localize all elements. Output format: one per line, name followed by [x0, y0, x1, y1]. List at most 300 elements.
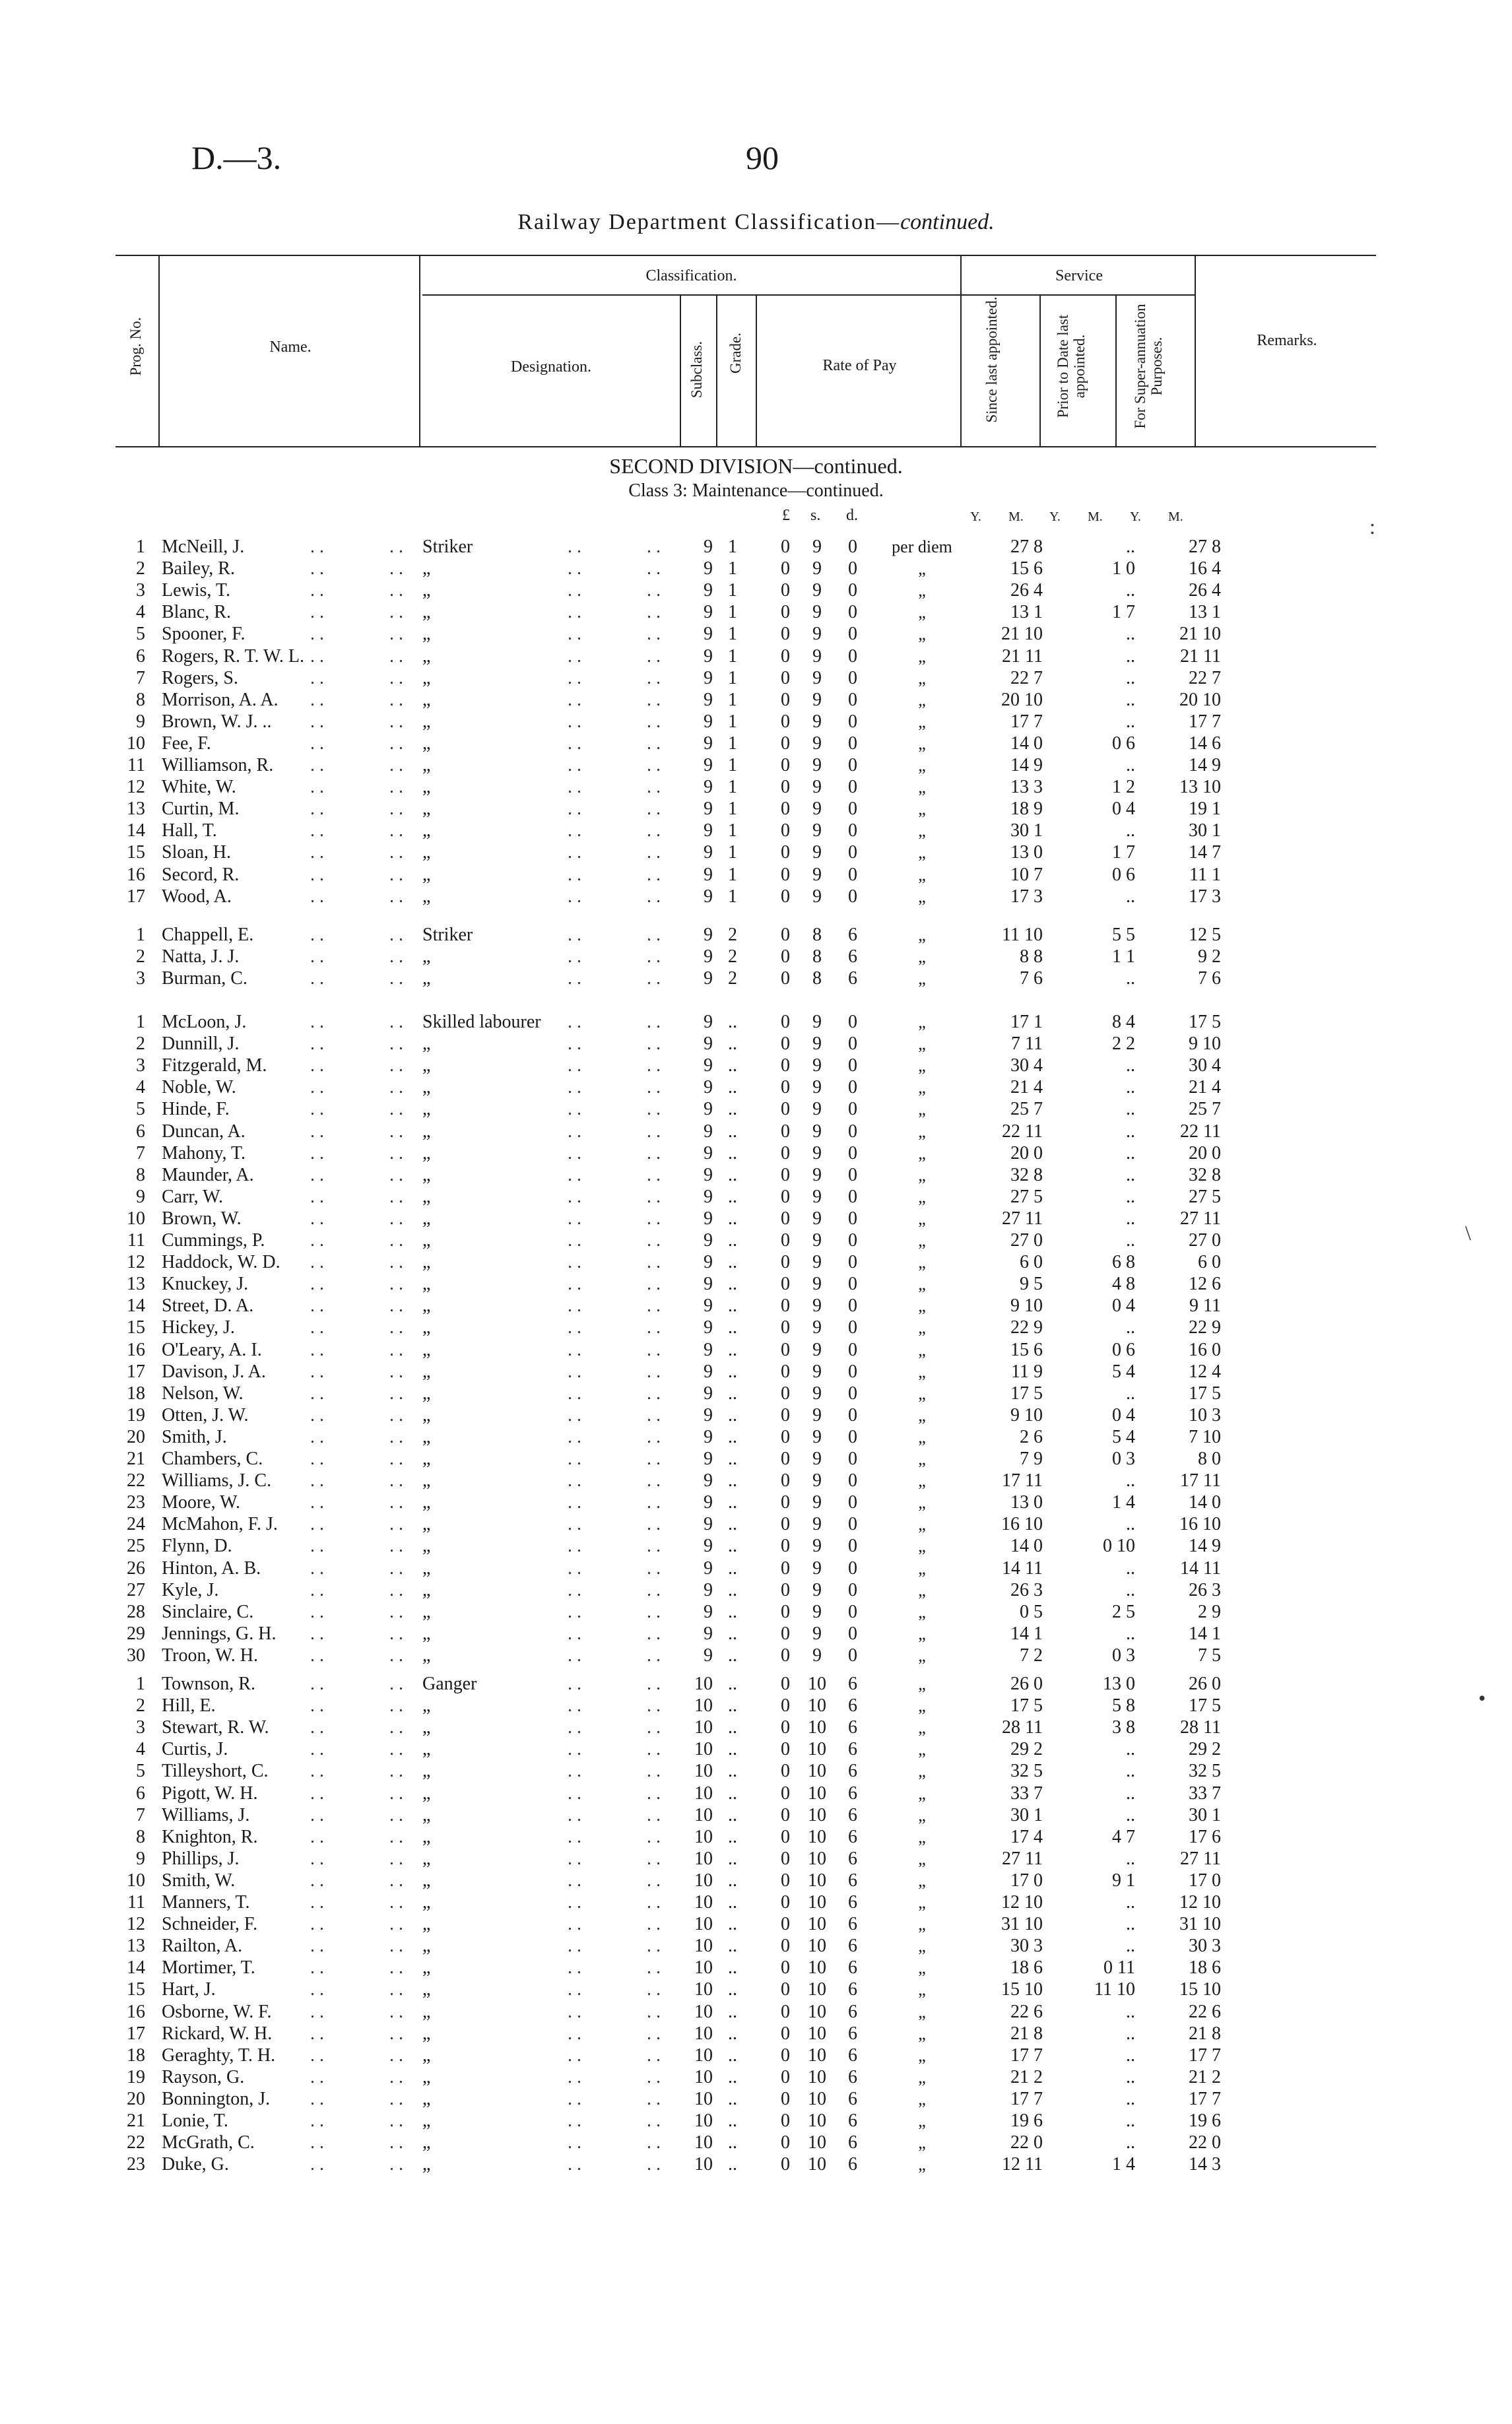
leader-dots: . . — [310, 602, 324, 623]
subclass: 9 — [704, 1579, 713, 1600]
rate-pence: 0 — [848, 864, 857, 885]
rate-shillings: 9 — [812, 667, 822, 688]
table-row — [0, 1645, 1512, 1666]
employee-name: Bonnington, J. — [162, 2088, 271, 2109]
leader-dots: . . — [389, 1426, 403, 1447]
rate-unit: „ — [918, 2111, 926, 2130]
leader-dots: . . — [568, 645, 581, 667]
subclass: 9 — [704, 1404, 713, 1425]
rate-pence: 0 — [848, 1557, 857, 1579]
prog-no: 22 — [127, 1470, 145, 1491]
service-superannuation: 21 11 — [1180, 645, 1221, 667]
rate-unit: „ — [918, 1253, 926, 1272]
prog-no: 9 — [136, 1848, 145, 1869]
prog-no: 19 — [127, 2066, 145, 2087]
rate-shillings: 9 — [812, 755, 822, 775]
designation: „ — [422, 1361, 431, 1382]
service-superannuation: 19 1 — [1189, 799, 1221, 820]
service-since-last: 17 1 — [1010, 1012, 1043, 1032]
leader-dots: . . — [310, 1295, 324, 1317]
leader-dots: . . — [568, 2045, 581, 2066]
service-prior: 3 8 — [1112, 1717, 1135, 1738]
col-header-superannuation: For Super-annuation Purposes. — [1132, 304, 1165, 429]
designation: „ — [422, 1252, 431, 1273]
leader-dots: . . — [647, 1826, 661, 1847]
leader-dots: . . — [568, 1449, 581, 1469]
leader-dots: . . — [389, 1936, 403, 1957]
rate-unit: „ — [918, 865, 926, 884]
grade: .. — [728, 1557, 737, 1579]
table-row — [0, 1738, 1512, 1760]
grade: .. — [728, 1936, 737, 1957]
designation: „ — [422, 1033, 431, 1055]
service-superannuation: 32 5 — [1189, 1761, 1221, 1782]
designation: „ — [422, 1230, 431, 1251]
leader-dots: . . — [647, 689, 661, 710]
grade: .. — [728, 2066, 737, 2087]
service-prior: .. — [1126, 1186, 1135, 1207]
designation: „ — [422, 1623, 431, 1644]
service-since-last: 17 5 — [1010, 1695, 1043, 1717]
leader-dots: . . — [389, 1514, 403, 1535]
rate-shillings: 10 — [808, 2154, 826, 2175]
rate-pence: 0 — [848, 1470, 857, 1491]
designation: „ — [422, 1645, 431, 1666]
rate-shillings: 9 — [812, 799, 822, 820]
employee-name: Carr, W. — [162, 1186, 223, 1207]
grade: 1 — [728, 777, 737, 798]
prog-no: 16 — [127, 2001, 145, 2022]
service-prior: .. — [1126, 2045, 1135, 2066]
designation: „ — [422, 1121, 431, 1142]
service-since-last: 17 7 — [1010, 2088, 1043, 2109]
service-superannuation: 27 8 — [1189, 537, 1221, 557]
designation: „ — [422, 1804, 431, 1825]
service-superannuation: 7 5 — [1198, 1645, 1221, 1666]
rate-pounds: 0 — [781, 1121, 790, 1142]
rate-shillings: 10 — [808, 1695, 826, 1717]
employee-name: Lonie, T. — [162, 2111, 228, 2131]
table-row — [0, 1251, 1512, 1273]
prog-no: 4 — [136, 602, 145, 623]
grade: .. — [728, 1717, 737, 1738]
designation: „ — [422, 1295, 431, 1317]
prog-no: 12 — [127, 1252, 145, 1273]
employee-name: Flynn, D. — [162, 1536, 232, 1557]
leader-dots: . . — [647, 1164, 661, 1185]
rate-shillings: 9 — [812, 1449, 822, 1469]
service-superannuation: 17 5 — [1189, 1695, 1221, 1717]
table-row — [0, 2001, 1512, 2023]
leader-dots: . . — [568, 1470, 581, 1491]
prog-no: 7 — [136, 667, 145, 688]
table-row — [0, 1491, 1512, 1513]
subclass: 9 — [704, 1274, 713, 1295]
leader-dots: . . — [568, 1121, 581, 1142]
service-superannuation: 27 5 — [1189, 1186, 1221, 1207]
grade: .. — [728, 1449, 737, 1469]
employee-name: Stewart, R. W. — [162, 1717, 269, 1738]
table-row — [0, 733, 1512, 754]
service-prior: .. — [1126, 2088, 1135, 2109]
service-superannuation: 30 1 — [1189, 1804, 1221, 1825]
service-superannuation: 17 7 — [1189, 2045, 1221, 2066]
table-row — [0, 1673, 1512, 1695]
service-prior: 0 3 — [1112, 1645, 1135, 1666]
leader-dots: . . — [389, 1012, 403, 1032]
prog-no: 14 — [127, 1295, 145, 1317]
rate-unit: „ — [918, 1208, 926, 1228]
leader-dots: . . — [647, 864, 661, 885]
rate-pence: 0 — [848, 1295, 857, 1317]
rate-shillings: 9 — [812, 1186, 822, 1207]
service-superannuation: 6 0 — [1198, 1252, 1221, 1273]
service-superannuation: 26 3 — [1189, 1579, 1221, 1600]
rate-pence: 6 — [848, 2088, 857, 2109]
rate-pence: 0 — [848, 1186, 857, 1207]
designation: „ — [422, 1557, 431, 1579]
service-prior: .. — [1126, 886, 1135, 907]
rate-pounds: 0 — [781, 1514, 790, 1535]
rate-unit: „ — [918, 1034, 926, 1054]
rate-pounds: 0 — [781, 1914, 790, 1935]
leader-dots: . . — [310, 1783, 324, 1804]
table-row — [0, 558, 1512, 579]
subclass: 9 — [704, 777, 713, 798]
table-row — [0, 579, 1512, 601]
service-prior: 1 7 — [1112, 842, 1135, 863]
service-prior: .. — [1126, 689, 1135, 710]
leader-dots: . . — [568, 1077, 581, 1098]
service-since-last: 7 6 — [1020, 968, 1043, 989]
service-since-last: 21 11 — [1002, 645, 1043, 667]
leader-dots: . . — [389, 1121, 403, 1142]
employee-name: Knuckey, J. — [162, 1274, 249, 1295]
col-divider — [1195, 255, 1196, 446]
leader-dots: . . — [310, 2066, 324, 2087]
service-since-last: 9 10 — [1010, 1295, 1043, 1317]
unit-years: Y. — [970, 509, 981, 524]
rate-shillings: 10 — [808, 1761, 826, 1782]
service-since-last: 10 7 — [1010, 864, 1043, 885]
leader-dots: . . — [647, 820, 661, 841]
prog-no: 7 — [136, 1804, 145, 1825]
rate-pence: 6 — [848, 1914, 857, 1935]
table-row — [0, 1164, 1512, 1186]
employee-name: Pigott, W. H. — [162, 1783, 258, 1804]
employee-name: Bailey, R. — [162, 558, 235, 579]
grade: .. — [728, 2154, 737, 2175]
rate-pounds: 0 — [781, 711, 790, 732]
rate-shillings: 9 — [812, 1514, 822, 1535]
rate-pence: 6 — [848, 1804, 857, 1825]
leader-dots: . . — [310, 2154, 324, 2175]
service-since-last: 17 7 — [1010, 711, 1043, 732]
rate-pounds: 0 — [781, 1383, 790, 1404]
service-since-last: 17 7 — [1010, 2045, 1043, 2066]
rate-pounds: 0 — [781, 1274, 790, 1295]
prog-no: 20 — [127, 2088, 145, 2109]
rate-pounds: 0 — [781, 624, 790, 645]
designation: „ — [422, 1208, 431, 1229]
leader-dots: . . — [568, 1957, 581, 1979]
service-prior: 2 2 — [1112, 1033, 1135, 1055]
unit-pounds: £ — [782, 507, 790, 524]
table-row — [0, 864, 1512, 886]
rate-unit: „ — [918, 1602, 926, 1621]
grade: .. — [728, 1957, 737, 1979]
leader-dots: . . — [568, 2132, 581, 2153]
rate-unit: „ — [918, 925, 926, 944]
service-since-last: 27 8 — [1010, 537, 1043, 557]
leader-dots: . . — [389, 1804, 403, 1825]
rate-pounds: 0 — [781, 1848, 790, 1869]
leader-dots: . . — [389, 1492, 403, 1513]
document-reference: D.—3. — [191, 139, 282, 176]
leader-dots: . . — [568, 864, 581, 885]
rate-pence: 0 — [848, 602, 857, 623]
rate-shillings: 9 — [812, 1252, 822, 1273]
rate-pounds: 0 — [781, 558, 790, 579]
leader-dots: . . — [310, 1717, 324, 1738]
prog-no: 13 — [127, 799, 145, 820]
service-since-last: 27 5 — [1010, 1186, 1043, 1207]
rate-shillings: 9 — [812, 689, 822, 710]
leader-dots: . . — [310, 1557, 324, 1579]
rate-pence: 0 — [848, 1252, 857, 1273]
subclass: 9 — [704, 1601, 713, 1622]
leader-dots: . . — [389, 1601, 403, 1622]
employee-name: Mortimer, T. — [162, 1957, 255, 1979]
subclass: 10 — [694, 1783, 713, 1804]
rate-pounds: 0 — [781, 1826, 790, 1847]
leader-dots: . . — [647, 1230, 661, 1251]
employee-name: Curtin, M. — [162, 799, 240, 820]
leader-dots: . . — [389, 602, 403, 623]
leader-dots: . . — [389, 1339, 403, 1360]
rate-shillings: 10 — [808, 1979, 826, 2000]
col-header-service: Service — [1055, 267, 1103, 284]
leader-dots: . . — [647, 1252, 661, 1273]
service-superannuation: 21 4 — [1189, 1077, 1221, 1098]
service-since-last: 6 0 — [1020, 1252, 1043, 1273]
rate-unit: „ — [918, 1980, 926, 2000]
table-row — [0, 2132, 1512, 2153]
rate-unit: „ — [918, 756, 926, 775]
col-divider — [716, 294, 717, 446]
service-prior: 0 10 — [1103, 1536, 1135, 1557]
subclass: 9 — [704, 1470, 713, 1491]
leader-dots: . . — [568, 689, 581, 710]
leader-dots: . . — [647, 1674, 661, 1694]
service-since-last: 32 5 — [1010, 1761, 1043, 1782]
rate-shillings: 9 — [812, 1317, 822, 1338]
rate-unit: „ — [918, 799, 926, 819]
service-superannuation: 27 11 — [1180, 1208, 1221, 1229]
rate-shillings: 9 — [812, 1142, 822, 1163]
leader-dots: . . — [310, 968, 324, 989]
rate-pounds: 0 — [781, 667, 790, 688]
leader-dots: . . — [389, 1099, 403, 1120]
margin-mark: : — [1369, 515, 1375, 539]
leader-dots: . . — [647, 537, 661, 557]
subclass: 9 — [704, 580, 713, 601]
leader-dots: . . — [389, 1470, 403, 1491]
rate-shillings: 9 — [812, 1492, 822, 1513]
service-superannuation: 13 10 — [1179, 777, 1221, 798]
leader-dots: . . — [310, 2001, 324, 2022]
rate-shillings: 9 — [812, 1536, 822, 1557]
rate-pence: 0 — [848, 667, 857, 688]
leader-dots: . . — [647, 755, 661, 775]
leader-dots: . . — [389, 820, 403, 841]
rate-unit: „ — [918, 1936, 926, 1956]
leader-dots: . . — [310, 777, 324, 798]
leader-dots: . . — [568, 1055, 581, 1076]
designation: „ — [422, 711, 431, 732]
leader-dots: . . — [310, 1536, 324, 1557]
service-superannuation: 15 10 — [1179, 1979, 1221, 2000]
rate-pence: 6 — [848, 2154, 857, 2175]
service-superannuation: 9 11 — [1189, 1295, 1221, 1317]
table-row — [0, 1601, 1512, 1623]
table-top-rule — [115, 255, 1376, 256]
designation: „ — [422, 1404, 431, 1425]
subclass: 9 — [704, 537, 713, 557]
subclass: 9 — [704, 1121, 713, 1142]
service-superannuation: 30 3 — [1189, 1936, 1221, 1957]
rate-unit: „ — [918, 1099, 926, 1119]
rate-shillings: 10 — [808, 1936, 826, 1957]
designation: „ — [422, 1601, 431, 1622]
prog-no: 11 — [127, 755, 145, 775]
service-superannuation: 22 0 — [1189, 2132, 1221, 2153]
leader-dots: . . — [568, 2001, 581, 2022]
service-prior: .. — [1126, 1208, 1135, 1229]
prog-no: 4 — [136, 1739, 145, 1760]
rate-unit: „ — [918, 1674, 926, 1693]
service-since-last: 15 6 — [1010, 1339, 1043, 1360]
designation: „ — [422, 1426, 431, 1447]
service-since-last: 13 0 — [1010, 842, 1043, 863]
rate-pence: 0 — [848, 558, 857, 579]
service-since-last: 7 11 — [1011, 1033, 1043, 1055]
subclass: 9 — [704, 820, 713, 841]
rate-pence: 0 — [848, 711, 857, 732]
rate-unit: „ — [918, 1012, 926, 1032]
designation: „ — [422, 2132, 431, 2153]
rate-shillings: 9 — [812, 537, 822, 557]
rate-unit: „ — [918, 668, 926, 688]
service-prior: .. — [1126, 667, 1135, 688]
designation: „ — [422, 2066, 431, 2087]
grade: .. — [728, 1804, 737, 1825]
table-row — [0, 1804, 1512, 1826]
leader-dots: . . — [310, 1514, 324, 1535]
rate-pounds: 0 — [781, 755, 790, 775]
designation: „ — [422, 1274, 431, 1295]
grade: .. — [728, 1274, 737, 1295]
rate-unit: „ — [918, 843, 926, 863]
leader-dots: . . — [568, 558, 581, 579]
leader-dots: . . — [647, 1623, 661, 1644]
rate-pence: 0 — [848, 1339, 857, 1360]
rate-unit: „ — [918, 1340, 926, 1359]
rate-pounds: 0 — [781, 1339, 790, 1360]
employee-name: Brown, W. J. .. — [162, 711, 272, 732]
rate-pounds: 0 — [781, 2132, 790, 2153]
leader-dots: . . — [310, 1914, 324, 1935]
service-since-last: 22 11 — [1002, 1121, 1043, 1142]
rate-shillings: 9 — [812, 711, 822, 732]
rate-pence: 6 — [848, 1761, 857, 1782]
prog-no: 30 — [127, 1645, 145, 1666]
leader-dots: . . — [310, 624, 324, 645]
grade: .. — [728, 1761, 737, 1782]
employee-name: White, W. — [162, 777, 236, 798]
service-superannuation: 14 3 — [1189, 2154, 1221, 2175]
rate-shillings: 8 — [812, 925, 822, 945]
rate-shillings: 10 — [808, 2045, 826, 2066]
table-row — [0, 1717, 1512, 1738]
rate-shillings: 10 — [808, 1783, 826, 1804]
prog-no: 22 — [127, 2132, 145, 2153]
unit-months: M. — [1008, 509, 1024, 524]
rate-pounds: 0 — [781, 842, 790, 863]
subclass: 10 — [694, 2111, 713, 2131]
leader-dots: . . — [568, 1536, 581, 1557]
designation: „ — [422, 733, 431, 754]
subclass: 9 — [704, 799, 713, 820]
rate-unit: „ — [918, 777, 926, 797]
leader-dots: . . — [647, 925, 661, 945]
subclass: 10 — [694, 2023, 713, 2044]
grade: 1 — [728, 733, 737, 754]
rate-unit: „ — [918, 1056, 926, 1076]
employee-name: Jennings, G. H. — [162, 1623, 277, 1644]
rate-pence: 6 — [848, 925, 857, 945]
designation: „ — [422, 2045, 431, 2066]
employee-name: Smith, W. — [162, 1870, 236, 1891]
grade: .. — [728, 1470, 737, 1491]
service-superannuation: 26 4 — [1189, 580, 1221, 601]
rate-unit: „ — [918, 690, 926, 709]
prog-no: 18 — [127, 1383, 145, 1404]
service-superannuation: 27 11 — [1180, 1848, 1221, 1869]
leader-dots: . . — [647, 733, 661, 754]
leader-dots: . . — [647, 1449, 661, 1469]
service-prior: 0 11 — [1103, 1957, 1135, 1979]
rate-pence: 0 — [848, 1099, 857, 1120]
leader-dots: . . — [310, 1274, 324, 1295]
service-superannuation: 17 6 — [1189, 1826, 1221, 1847]
rate-pounds: 0 — [781, 1164, 790, 1185]
service-since-last: 7 9 — [1020, 1449, 1043, 1469]
employee-name: Osborne, W. F. — [162, 2001, 272, 2022]
prog-no: 14 — [127, 1957, 145, 1979]
leader-dots: . . — [310, 1979, 324, 2000]
rate-unit: „ — [918, 1696, 926, 1716]
rate-shillings: 9 — [812, 777, 822, 798]
leader-dots: . . — [568, 886, 581, 907]
designation: „ — [422, 1936, 431, 1957]
leader-dots: . . — [389, 842, 403, 863]
service-superannuation: 32 8 — [1189, 1164, 1221, 1185]
service-since-last: 15 10 — [1001, 1979, 1043, 2000]
rate-pence: 6 — [848, 1979, 857, 2000]
table-row — [0, 1870, 1512, 1891]
prog-no: 6 — [136, 1783, 145, 1804]
